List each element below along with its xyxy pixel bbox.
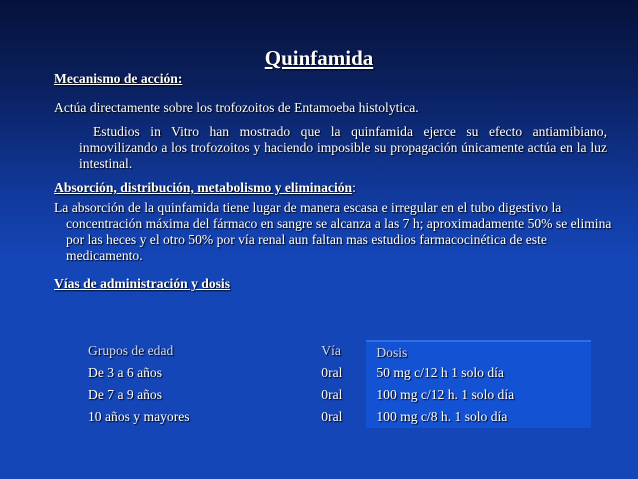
table-row (76, 384, 591, 406)
mechanism-line2: Estudios in Vitro han mostrado que la quinfamida ejerce su efecto antiamibiano, inmovilizando a los trofozoitos y haciendo imposible su propagación únicamente actúa en la luz intestinal. (79, 124, 607, 171)
route-cell: 0ral (321, 387, 343, 402)
mechanism-heading-text: Mecanismo de acción: (54, 71, 183, 86)
absorption-heading-colon: : (352, 180, 356, 195)
mechanism-line1: Actúa directamente sobre los trofozoitos de Entamoeba histolytica. (54, 100, 419, 115)
table-row (76, 362, 591, 384)
age-cell: 10 años y mayores (88, 409, 190, 424)
dosage-table (76, 340, 591, 428)
routes-heading (54, 276, 610, 292)
mechanism-heading (54, 71, 610, 87)
dose-cell: 100 mg c/8 h. 1 solo día (366, 406, 591, 428)
dose-cell: 50 mg c/12 h 1 solo día (366, 362, 591, 384)
absorption-text: La absorción de la quinfamida tiene lugar de manera escasa e irregular en el tubo digestivo la concentración máxima del fármaco en sangre se alcanza a las 7 h; aproximadamente 50% se elimina por las heces y el otro 50% por vía renal aun faltan mas estudios farmacocinética de este medicamento. (54, 200, 612, 263)
header-dose: Dosis (366, 340, 591, 362)
routes-heading-text: Vías de administración y dosis (54, 276, 230, 291)
dose-cell: 100 mg c/12 h. 1 solo día (366, 384, 591, 406)
route-cell: 0ral (321, 365, 343, 380)
header-age-group: Grupos de edad (88, 343, 174, 358)
age-cell: De 3 a 6 años (88, 365, 162, 380)
age-cell: De 7 a 9 años (88, 387, 162, 402)
absorption-heading-text: Absorción, distribución, metabolismo y eliminación (54, 180, 353, 195)
route-cell: 0ral (321, 409, 343, 424)
slide-title: Quinfamida (264, 46, 374, 70)
header-route: Vía (321, 343, 341, 358)
table-header-row (76, 340, 591, 362)
table-row (76, 406, 591, 428)
absorption-heading (54, 180, 610, 196)
